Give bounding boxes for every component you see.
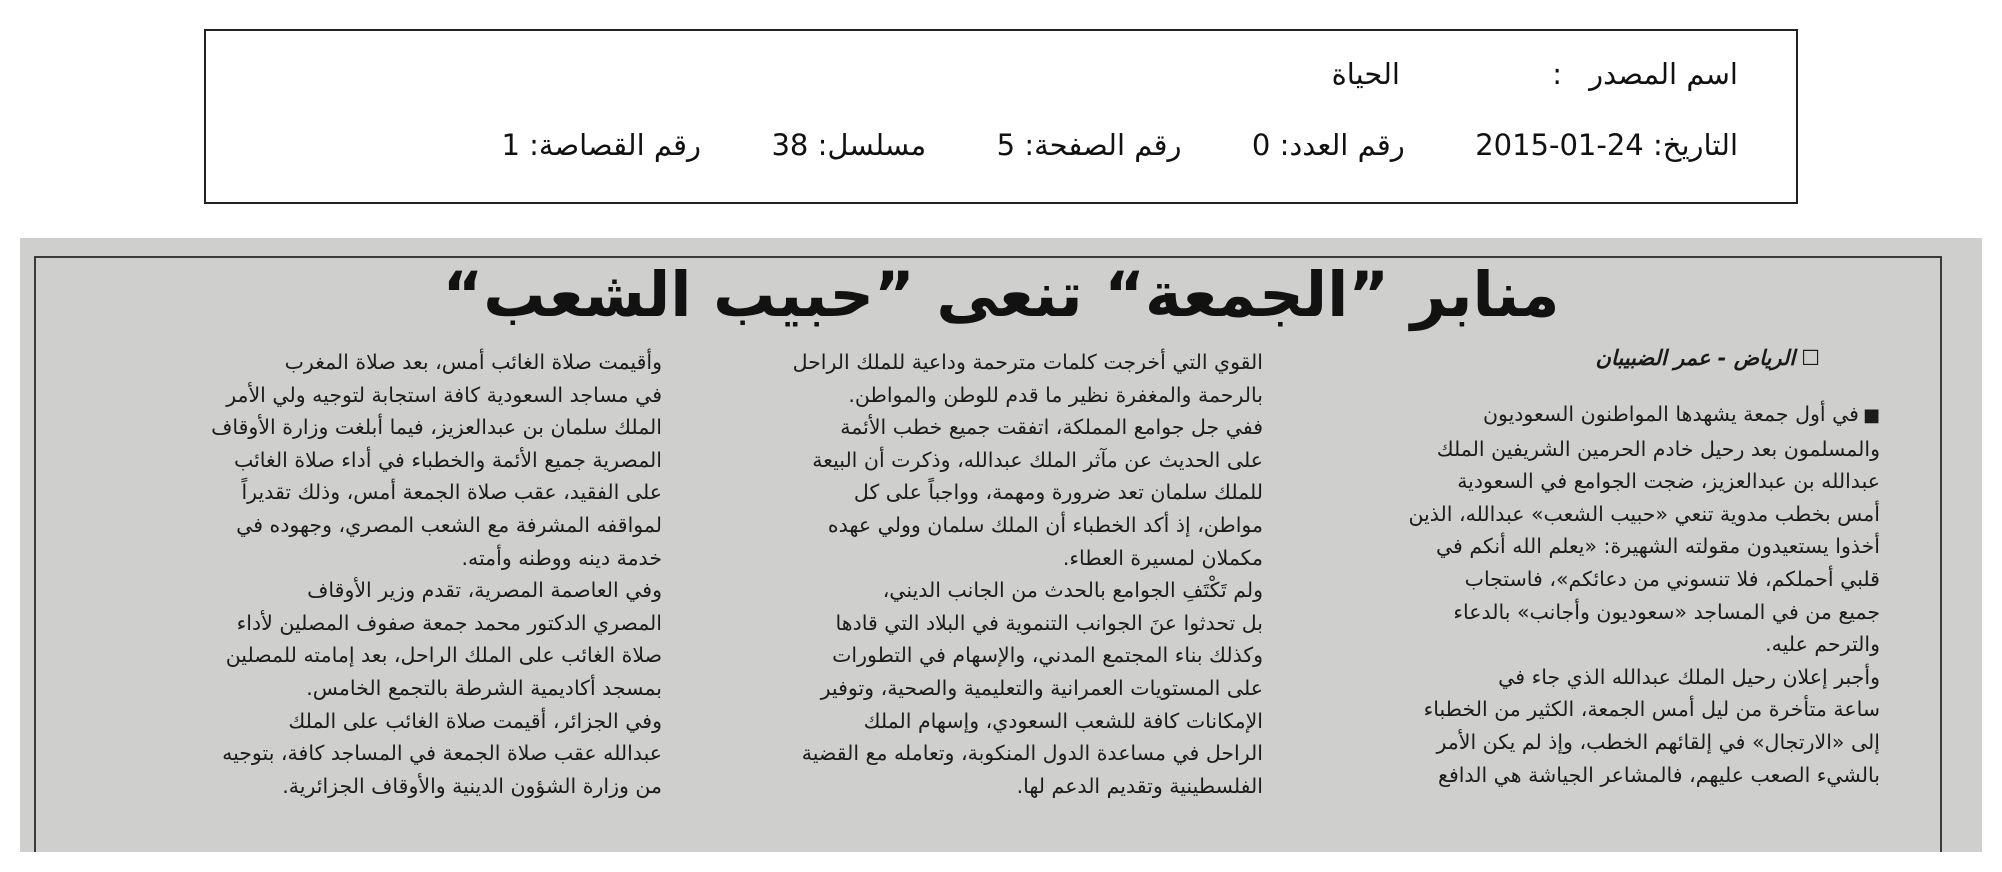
source-row (1332, 57, 1738, 91)
article-text-line: الفلسطينية وتقديم الدعم لها. (1016, 773, 1263, 798)
article-text-line: الإمكانات كافة للشعب السعودي، وإسهام الملك (863, 708, 1263, 733)
clip-label: رقم القصاصة: (529, 128, 702, 162)
lead-square-icon: ■ (1862, 405, 1880, 426)
article-text-line (1295, 398, 1880, 433)
date-label: التاريخ: (1652, 128, 1738, 162)
serial-value: 38 (771, 128, 809, 162)
article-text-line: المصرية جميع الأئمة والخطباء في أداء صلاة الغائب (233, 447, 662, 472)
details-row (501, 128, 1738, 162)
article-text-line: أمس بخطب مدوية تنعي «حبيب الشعب» عبدالله، الذين (1408, 501, 1880, 526)
newspaper-clipping (20, 238, 1982, 852)
article-text-line: إلى «الارتجال» في إلقائهم الخطب، وإذ لم يكن الأمر (1436, 729, 1880, 754)
article-text-line: ففي جل جوامع المملكة، اتفقت جميع خطب الأئمة (840, 415, 1263, 440)
page-value: 5 (996, 128, 1016, 162)
article-text-line: مكملان لمسيرة العطاء. (1062, 545, 1263, 570)
serial-label: مسلسل: (817, 128, 927, 162)
article-column-left (76, 346, 662, 848)
article-text-line: وفي الجزائر، أقيمت صلاة الغائب على الملك (288, 708, 662, 733)
date-value: 2015-01-24 (1475, 128, 1644, 162)
article-headline: منابر ”الجمعة“ تنعى ”حبيب الشعب“ (442, 258, 1560, 331)
article-text-line: جميع من في المساجد «سعوديون وأجانب» بالدعاء (1453, 599, 1880, 624)
article-text-line: وأقيمت صلاة الغائب أمس، بعد صلاة المغرب (284, 350, 662, 374)
article-text-line: وأجبر إعلان رحيل الملك عبدالله الذي جاء في (1498, 664, 1880, 689)
page-label: رقم الصفحة: (1024, 128, 1182, 162)
source-label: اسم المصدر (1589, 57, 1738, 91)
issue-value: 0 (1251, 128, 1271, 162)
source-colon: : (1552, 57, 1562, 91)
article-text-line: خدمة دينه ووطنه وأمته. (461, 545, 662, 570)
issue-label: رقم العدد: (1279, 128, 1405, 162)
article-text-line: بالشيء الصعب عليهم، فالمشاعر الجياشة هي الدافع (1438, 762, 1880, 787)
article-text-line: بمسجد أكاديمية الشرطة بالتجمع الخامس. (306, 675, 662, 700)
article-text-line: بالرحمة والمغفرة نظير ما قدم للوطن والمواطن. (848, 382, 1263, 407)
source-value: الحياة (1331, 57, 1400, 91)
article-text-line: على الحديث عن مآثر الملك عبدالله، وذكرت أن البيعة (812, 447, 1263, 472)
article-text-line: مواطن، إذ أكد الخطباء أن الملك سلمان وولي عهده (827, 512, 1263, 537)
article-text-line: ولم تَكْتَفِ الجوامع بالحدث من الجانب الديني، (882, 578, 1263, 603)
article-text-line: والترحم عليه. (1765, 632, 1880, 657)
article-text-line-content: في أول جمعة يشهدها المواطنون السعوديون (1482, 402, 1859, 426)
article-text-line: عبدالله عقب صلاة الجمعة في المساجد كافة، بتوجيه (222, 741, 662, 766)
article-text-line: القوي التي أخرجت كلمات مترحمة وداعية للملك الراحل (792, 350, 1263, 374)
clip-value: 1 (501, 128, 520, 162)
byline-text: الرياض - عمر الضبيبان (1595, 346, 1796, 370)
article-text-line: للملك سلمان تعد ضرورة ومهمة، وواجباً على كل (853, 480, 1263, 505)
article-text-line: صلاة الغائب على الملك الراحل، بعد إمامته للمصلين (225, 643, 662, 668)
article-text-line: والمسلمون بعد رحيل خادم الحرمين الشريفين الملك (1436, 436, 1880, 461)
article-text-line: ساعة متأخرة من ليل أمس الجمعة، الكثير من الخطباء (1423, 697, 1880, 722)
article-text-line: في مساجد السعودية كافة استجابة لتوجيه ولي الأمر (226, 382, 662, 407)
article-text-line: قلبي أحملكم، فلا تنسوني من دعائكم»، فاستجاب (1464, 566, 1880, 591)
byline-box-icon: ☐ (1801, 346, 1820, 370)
article-column-right (1295, 398, 1880, 848)
article-text-line: الراحل في مساعدة الدول المنكوبة، وتعامله مع القضية (801, 741, 1263, 766)
article-text-line: وكذلك بناء المجتمع المدني، والإسهام في التطورات (832, 643, 1263, 668)
article-text-line: الملك سلمان بن عبدالعزيز، فيما أبلغت وزارة الأوقاف (211, 415, 662, 440)
article-text-line: وفي العاصمة المصرية، تقدم وزير الأوقاف (307, 578, 662, 603)
article-text-line: على الفقيد، عقب صلاة الجمعة أمس، وذلك تقديراً (241, 480, 662, 505)
article-text-line: المصري الدكتور محمد جمعة صفوف المصلين لأداء (236, 610, 662, 635)
article-text-line: على المستويات العمرانية والتعليمية والصحية، وتوفير (820, 675, 1263, 700)
clipping-metadata-box (204, 29, 1798, 204)
article-text-line: من وزارة الشؤون الدينية والأوقاف الجزائرية. (282, 773, 662, 798)
article-byline (1596, 346, 1820, 370)
article-column-middle (685, 346, 1263, 848)
article-text-line: أخذوا يستعيدون مقولته الشهيرة: «يعلم الله أنكم في (1435, 534, 1880, 559)
article-text-line: عبدالله بن عبدالعزيز، ضجت الجوامع في السعودية (1457, 469, 1880, 494)
article-text-line: بل تحدثوا عنَ الجوانب التنموية في البلاد التي قادها (835, 610, 1263, 635)
article-text-line: لمواقفه المشرفة مع الشعب المصري، وجهوده في (236, 512, 662, 537)
